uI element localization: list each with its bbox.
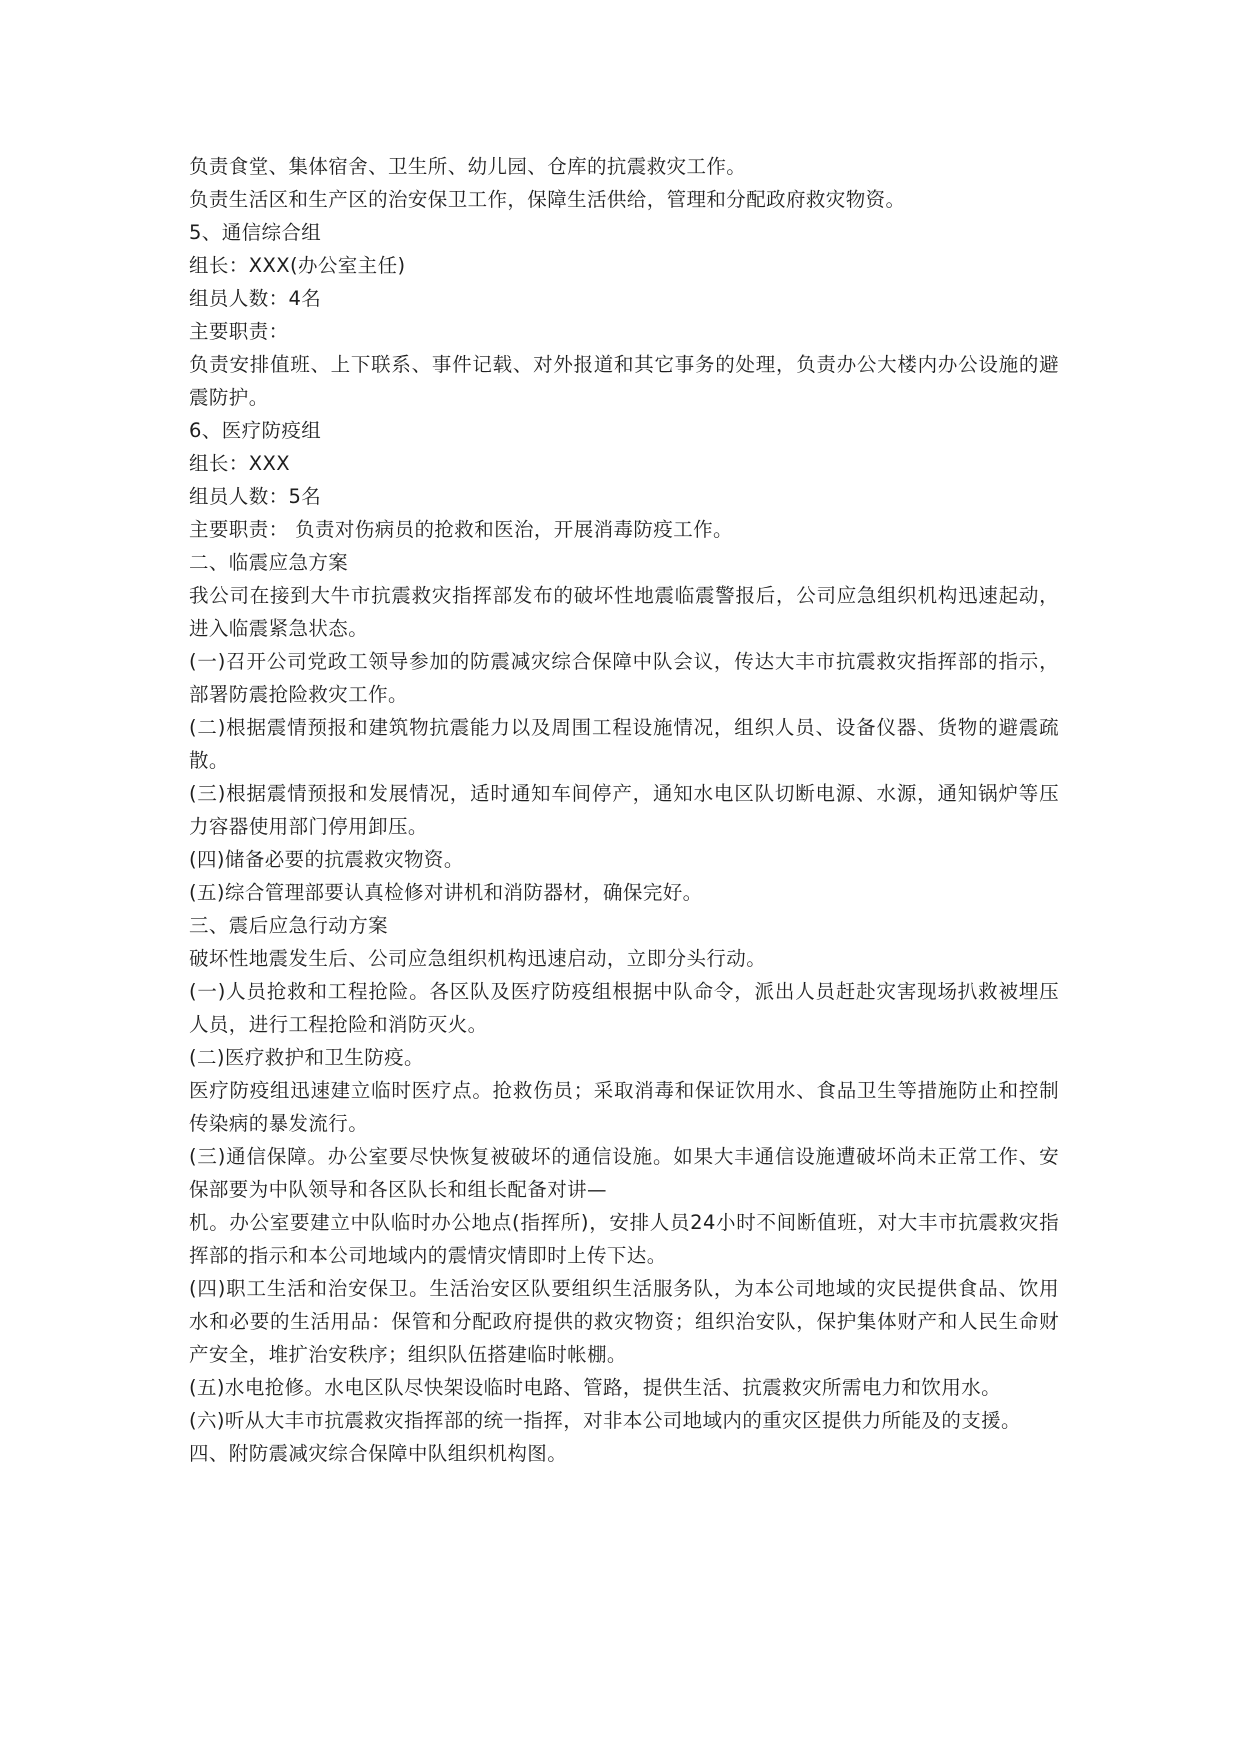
paragraph: 组员人数：4名 <box>189 287 322 310</box>
paragraph: 负责食堂、集体宿舍、卫生所、幼儿园、仓库的抗震救灾工作。 <box>189 155 747 178</box>
paragraph: 组员人数：5名 <box>189 485 322 508</box>
paragraph: 负责安排值班、上下联系、事件记载、对外报道和其它事务的处理，负责办公大楼内办公设施的避震防护。 <box>189 353 1059 409</box>
paragraph: 我公司在接到大牛市抗震救灾指挥部发布的破坏性地震临震警报后，公司应急组织机构迅速起动，进入临震紧急状态。 <box>189 584 1059 640</box>
section-heading: 四、附防震减灾综合保障中队组织机构图。 <box>189 1442 568 1465</box>
paragraph: (二)根据震情预报和建筑物抗震能力以及周围工程设施情况，组织人员、设备仪器、货物的避震疏散。 <box>189 716 1059 772</box>
paragraph: (四)储备必要的抗震救灾物资。 <box>189 848 464 871</box>
paragraph: 破坏性地震发生后、公司应急组织机构迅速启动，立即分头行动。 <box>189 947 767 970</box>
paragraph: 主要职责： <box>189 320 289 343</box>
section-heading: 三、震后应急行动方案 <box>189 914 389 937</box>
paragraph: 主要职责： 负责对伤病员的抢救和医治，开展消毒防疫工作。 <box>189 518 733 541</box>
paragraph: (一)召开公司党政工领导参加的防震减灾综合保障中队会议，传达大丰市抗震救灾指挥部的指示，部署防震抢险救灾工作。 <box>189 650 1059 706</box>
document-page <box>189 150 1059 1470</box>
paragraph: (六)听从大丰市抗震救灾指挥部的统一指挥，对非本公司地域内的重灾区提供力所能及的支援。 <box>189 1409 1021 1432</box>
paragraph: 机。办公室要建立中队临时办公地点(指挥所)，安排人员24小时不间断值班，对大丰市抗震救灾指挥部的指示和本公司地域内的震情灾情即时上传下达。 <box>189 1211 1059 1267</box>
paragraph: 负责生活区和生产区的治安保卫工作，保障生活供给，管理和分配政府救灾物资。 <box>189 188 906 211</box>
paragraph: (四)职工生活和治安保卫。生活治安区队要组织生活服务队，为本公司地域的灾民提供食品、饮用水和必要的生活用品：保管和分配政府提供的救灾物资；组织治安队，保护集体财产和人民生命财产安全，堆扩治安秩序；组织队伍搭建临时帐棚。 <box>189 1277 1059 1366</box>
paragraph: (一)人员抢救和工程抢险。各区队及医疗防疫组根据中队命令，派出人员赶赴灾害现场扒救被埋压人员，进行工程抢险和消防灭火。 <box>189 980 1059 1036</box>
paragraph: 组长：XXX(办公室主任) <box>189 254 406 277</box>
section-heading: 6、医疗防疫组 <box>189 419 322 442</box>
paragraph: (三)根据震情预报和发展情况，适时通知车间停产，通知水电区队切断电源、水源，通知锅炉等压力容器使用部门停用卸压。 <box>189 782 1059 838</box>
paragraph: (五)水电抢修。水电区队尽快架设临时电路、管路，提供生活、抗震救灾所需电力和饮用水。 <box>189 1376 1002 1399</box>
section-heading: 二、临震应急方案 <box>189 551 349 574</box>
section-heading: 5、通信综合组 <box>189 221 322 244</box>
paragraph: (三)通信保障。办公室要尽快恢复被破坏的通信设施。如果大丰通信设施遭破坏尚未正常工作、安保部要为中队领导和各区队长和组长配备对讲— <box>189 1145 1059 1201</box>
paragraph: 医疗防疫组迅速建立临时医疗点。抢救伤员；采取消毒和保证饮用水、食品卫生等措施防止和控制传染病的暴发流行。 <box>189 1079 1059 1135</box>
paragraph: 组长：XXX <box>189 452 290 475</box>
paragraph: (二)医疗救护和卫生防疫。 <box>189 1046 424 1069</box>
paragraph: (五)综合管理部要认真检修对讲机和消防器材，确保完好。 <box>189 881 703 904</box>
